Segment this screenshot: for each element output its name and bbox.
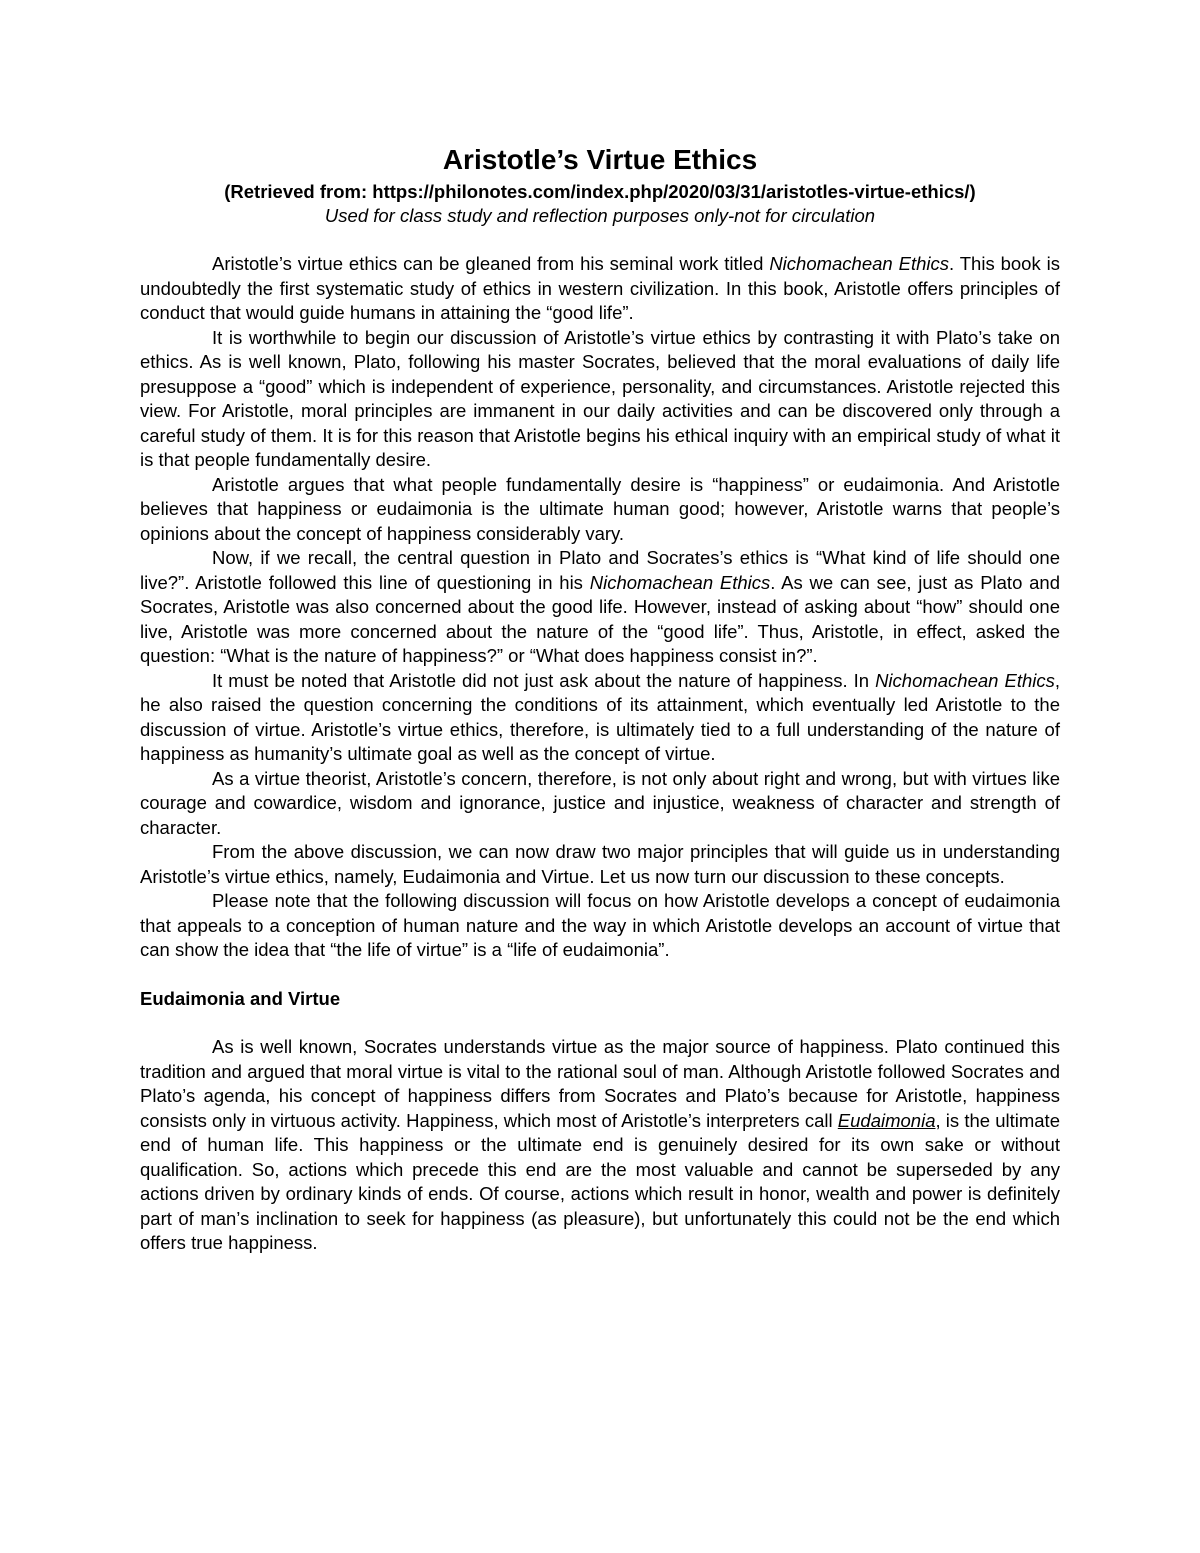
paragraph — [140, 326, 1060, 473]
text-run: It must be noted that Aristotle did not just ask about the nature of happiness. In — [212, 669, 876, 691]
paragraph — [140, 1035, 1060, 1256]
section-heading: Eudaimonia and Virtue — [140, 987, 341, 1009]
italic-text-run: Nichomachean Ethics — [769, 253, 950, 274]
text-run: , he also raised the question concerning the conditions of its attainment, which eventually led Aristotle to the discussion of virtue. Aristotle’s virtue ethics, therefore, is ultimately tied to a full understanding of the nature of happiness as humanity’s ultimate goal as well as the concept of virtue. — [140, 669, 1061, 764]
paragraph — [140, 669, 1060, 767]
text-run: Aristotle argues that what people fundamentally desire is “happiness” or eudaimonia. And Aristotle believes that happiness or eudaimonia is the ultimate human good; however, Aristotle warns that people’s opinions about the concept of happiness considerably vary. — [140, 473, 1060, 544]
text-run: . As we can see, just as Plato and Socrates, Aristotle was also concerned about the good life. However, instead of asking about “how” should one live, Aristotle was more concerned about the nature of the “good life”. Thus, Aristotle, in effect, asked the question: “What is the nature of happiness?” or “What does happiness consist in?”. — [140, 571, 1060, 666]
source-citation: (Retrieved from: https://philonotes.com/index.php/2020/03/31/aristotles-virtue-ethics/) — [224, 181, 976, 202]
text-run: Please note that the following discussion will focus on how Aristotle develops a concept of eudaimonia that appeals to a conception of human nature and the way in which Aristotle develops an account of virtue that can show the idea that “the life of virtue” is a “life of eudaimonia”. — [140, 890, 1060, 960]
paragraph — [140, 546, 1060, 669]
text-run: Now, if we recall, the central question in Plato and Socrates’s ethics is “What kind of life should one live?”. Aristotle followed this line of questioning in his — [140, 547, 1060, 593]
paragraph — [140, 889, 1060, 963]
paragraph — [140, 767, 1060, 841]
text-run: As is well known, Socrates understands virtue as the major source of happiness. Plato continued this tradition and argued that moral virtue is vital to the rational soul of man. Although Aristotle followed Socrates and Plato’s agenda, his concept of happiness differs from Socrates and Plato’s because for Aristotle, happiness consists only in virtuous activity. Happiness, which most of Aristotle’s interpreters call — [140, 1036, 1060, 1131]
paragraph — [140, 840, 1060, 889]
italic-text-run: Nichomachean Ethics — [875, 669, 1055, 691]
paragraph — [140, 473, 1060, 547]
italic-text-run: Nichomachean Ethics — [589, 571, 771, 593]
text-run: From the above discussion, we can now draw two major principles that will guide us in understanding Aristotle’s virtue ethics, namely, Eudaimonia and Virtue. Let us now turn our discussion to these concepts. — [140, 841, 1060, 887]
italic-text-run: Eudaimonia — [837, 1109, 936, 1131]
text-run: Aristotle’s virtue ethics can be gleaned from his seminal work titled — [212, 253, 770, 274]
usage-note: Used for class study and reflection purposes only-not for circulation — [324, 205, 876, 226]
section-paragraphs — [140, 1035, 1060, 1256]
document-title: Aristotle’s Virtue Ethics — [442, 144, 758, 175]
document-page — [140, 140, 1060, 1256]
paragraph — [140, 252, 1060, 326]
intro-paragraphs — [140, 252, 1060, 963]
text-run: . This book is undoubtedly the first systematic study of ethics in western civilization. In this book, Aristotle offers principles of conduct that would guide humans in attaining the “good life”. — [140, 253, 1061, 323]
text-run: It is worthwhile to begin our discussion of Aristotle’s virtue ethics by contrasting it with Plato’s take on ethics. As is well known, Plato, following his master Socrates, believed that the moral evaluations of daily life presuppose a “good” which is independent of experience, personality, and circumstances. Aristotle rejected this view. For Aristotle, moral principles are immanent in our daily activities and can be discovered only through a careful study of them. It is for this reason that Aristotle begins his ethical inquiry with an empirical study of what it is that people fundamentally desire. — [140, 326, 1060, 470]
text-run: As a virtue theorist, Aristotle’s concern, therefore, is not only about right and wrong, but with virtues like courage and cowardice, wisdom and ignorance, justice and injustice, weakness of character and strength of character. — [140, 767, 1060, 838]
text-run: , is the ultimate end of human life. This happiness or the ultimate end is genuinely desired for its own sake or without qualification. So, actions which precede this end are the most valuable and cannot be superseded by any actions driven by ordinary kinds of ends. Of course, actions which result in honor, wealth and power is definitely part of man’s inclination to seek for happiness (as pleasure), but unfortunately this could not be the end which offers true happiness. — [140, 1109, 1060, 1253]
